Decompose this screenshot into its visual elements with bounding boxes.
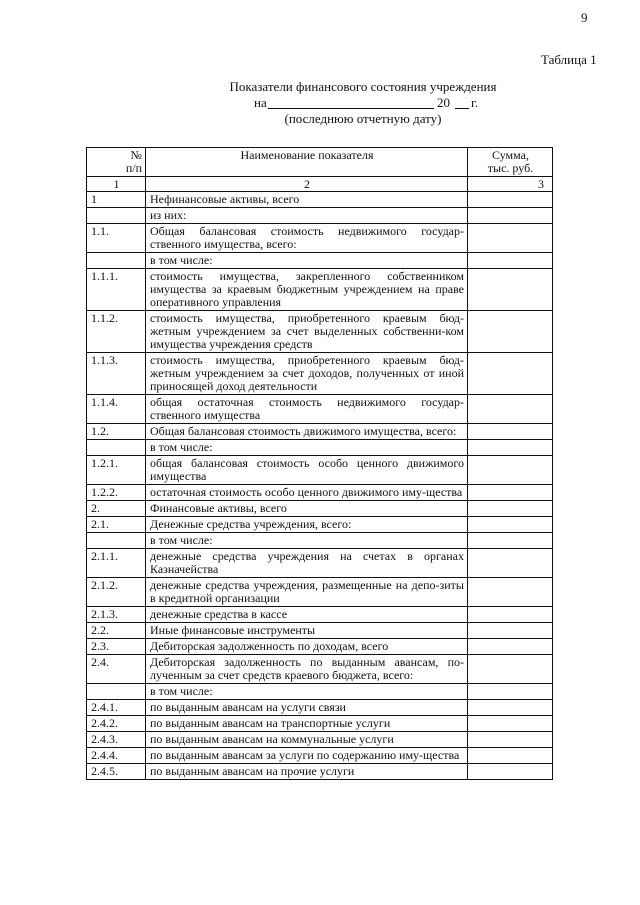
row-sum-value bbox=[468, 353, 553, 395]
row-sum-value bbox=[468, 639, 553, 655]
row-sum-value bbox=[468, 533, 553, 549]
header-number-line2: п/п bbox=[125, 161, 142, 175]
table-row bbox=[87, 684, 553, 700]
row-indicator-name: Дебиторская задолженность по доходам, всего bbox=[146, 639, 468, 655]
year-blank-field bbox=[455, 108, 469, 109]
row-indicator-name: в том числе: bbox=[146, 440, 468, 456]
date-prefix: на bbox=[254, 95, 267, 110]
table-row bbox=[87, 501, 553, 517]
financial-indicators-table bbox=[86, 147, 553, 780]
row-indicator-name: стоимость имущества, закрепленного собственником имущества за краевым бюджетным учреждением на праве оперативного управления bbox=[146, 269, 468, 311]
column-number-3: 3 bbox=[468, 177, 553, 192]
row-indicator-name: стоимость имущества, приобретенного краевым бюд-жетным учреждением за счет доходов, полученных от иной приносящей доход деятельности bbox=[146, 353, 468, 395]
table-row bbox=[87, 623, 553, 639]
row-indicator-name: по выданным авансам на транспортные услуги bbox=[146, 716, 468, 732]
row-number: 2.1.3. bbox=[87, 607, 146, 623]
table-row bbox=[87, 208, 553, 224]
table-body bbox=[87, 192, 553, 780]
row-sum-value bbox=[468, 578, 553, 607]
header-sum-line2: тыс. руб. bbox=[487, 161, 534, 175]
table-row bbox=[87, 655, 553, 684]
row-sum-value bbox=[468, 440, 553, 456]
table-row bbox=[87, 748, 553, 764]
table-row bbox=[87, 485, 553, 501]
row-sum-value bbox=[468, 716, 553, 732]
row-sum-value bbox=[468, 192, 553, 208]
row-sum-value bbox=[468, 607, 553, 623]
row-indicator-name: остаточная стоимость особо ценного движимого иму-щества bbox=[146, 485, 468, 501]
row-indicator-name: по выданным авансам на услуги связи bbox=[146, 700, 468, 716]
row-sum-value bbox=[468, 655, 553, 684]
row-indicator-name: общая балансовая стоимость особо ценного движимого имущества bbox=[146, 456, 468, 485]
table-row bbox=[87, 353, 553, 395]
row-number: 1.2.1. bbox=[87, 456, 146, 485]
row-indicator-name: из них: bbox=[146, 208, 468, 224]
row-indicator-name: Общая балансовая стоимость недвижимого государ-ственного имущества, всего: bbox=[146, 224, 468, 253]
row-number: 2.3. bbox=[87, 639, 146, 655]
table-row bbox=[87, 395, 553, 424]
row-number: 1.1. bbox=[87, 224, 146, 253]
row-indicator-name: Общая балансовая стоимость движимого имущества, всего: bbox=[146, 424, 468, 440]
table-row bbox=[87, 440, 553, 456]
row-number: 1.1.2. bbox=[87, 311, 146, 353]
table-row bbox=[87, 517, 553, 533]
table-row bbox=[87, 716, 553, 732]
row-sum-value bbox=[468, 549, 553, 578]
column-number-1: 1 bbox=[87, 177, 146, 192]
row-number: 2.4.2. bbox=[87, 716, 146, 732]
table-row bbox=[87, 549, 553, 578]
row-sum-value bbox=[468, 517, 553, 533]
row-indicator-name: общая остаточная стоимость недвижимого государ-ственного имущества bbox=[146, 395, 468, 424]
header-number bbox=[87, 148, 146, 177]
row-indicator-name: Финансовые активы, всего bbox=[146, 501, 468, 517]
row-number bbox=[87, 684, 146, 700]
table-row bbox=[87, 192, 553, 208]
table-row bbox=[87, 224, 553, 253]
row-number: 1 bbox=[87, 192, 146, 208]
row-number: 1.2.2. bbox=[87, 485, 146, 501]
row-indicator-name: по выданным авансам на прочие услуги bbox=[146, 764, 468, 780]
row-indicator-name: в том числе: bbox=[146, 253, 468, 269]
row-sum-value bbox=[468, 311, 553, 353]
row-sum-value bbox=[468, 764, 553, 780]
table-row bbox=[87, 533, 553, 549]
row-indicator-name: Иные финансовые инструменты bbox=[146, 623, 468, 639]
row-indicator-name: Денежные средства учреждения, всего: bbox=[146, 517, 468, 533]
table-row bbox=[87, 456, 553, 485]
table-row bbox=[87, 607, 553, 623]
title-block bbox=[0, 79, 640, 126]
table-row bbox=[87, 700, 553, 716]
row-indicator-name: денежные средства в кассе bbox=[146, 607, 468, 623]
row-indicator-name: денежные средства учреждения, размещенные на депо-зиты в кредитной организации bbox=[146, 578, 468, 607]
table-row bbox=[87, 578, 553, 607]
row-sum-value bbox=[468, 253, 553, 269]
row-indicator-name: Дебиторская задолженность по выданным авансам, по-лученным за счет средств краевого бюджета, всего: bbox=[146, 655, 468, 684]
row-number bbox=[87, 533, 146, 549]
row-sum-value bbox=[468, 269, 553, 311]
row-indicator-name: Нефинансовые активы, всего bbox=[146, 192, 468, 208]
row-number: 2.2. bbox=[87, 623, 146, 639]
row-number: 2.1.1. bbox=[87, 549, 146, 578]
header-sum-line1: Сумма, bbox=[492, 148, 529, 162]
row-sum-value bbox=[468, 501, 553, 517]
table-row bbox=[87, 311, 553, 353]
header-sum bbox=[468, 148, 553, 177]
table-row bbox=[87, 764, 553, 780]
header-indicator-name: Наименование показателя bbox=[146, 148, 468, 177]
header-number-line1: № bbox=[130, 148, 142, 162]
row-indicator-name: по выданным авансам на коммунальные услуги bbox=[146, 732, 468, 748]
row-number: 1.1.4. bbox=[87, 395, 146, 424]
table-row bbox=[87, 269, 553, 311]
table-label: Таблица 1 bbox=[541, 52, 597, 67]
row-sum-value bbox=[468, 732, 553, 748]
row-sum-value bbox=[468, 208, 553, 224]
row-number: 2.1.2. bbox=[87, 578, 146, 607]
date-subtitle: (последнюю отчетную дату) bbox=[284, 111, 442, 126]
row-sum-value bbox=[468, 700, 553, 716]
row-sum-value bbox=[468, 748, 553, 764]
row-sum-value bbox=[468, 623, 553, 639]
row-number: 2.4.4. bbox=[87, 748, 146, 764]
row-sum-value bbox=[468, 684, 553, 700]
row-number: 2.4.5. bbox=[87, 764, 146, 780]
row-indicator-name: в том числе: bbox=[146, 533, 468, 549]
table-row bbox=[87, 253, 553, 269]
row-number: 1.1.1. bbox=[87, 269, 146, 311]
year-suffix: г. bbox=[471, 95, 479, 110]
row-number: 2.4.3. bbox=[87, 732, 146, 748]
row-sum-value bbox=[468, 424, 553, 440]
table-row bbox=[87, 639, 553, 655]
page-number: 9 bbox=[581, 10, 588, 25]
date-blank-field bbox=[268, 108, 434, 109]
table-row bbox=[87, 732, 553, 748]
document-title: Показатели финансового состояния учреждения bbox=[229, 79, 497, 94]
header-row bbox=[87, 148, 553, 177]
table-row bbox=[87, 424, 553, 440]
row-number: 1.1.3. bbox=[87, 353, 146, 395]
column-number-row bbox=[87, 177, 553, 192]
row-sum-value bbox=[468, 485, 553, 501]
year-prefix: 20 bbox=[437, 95, 450, 110]
row-number: 2.1. bbox=[87, 517, 146, 533]
row-sum-value bbox=[468, 395, 553, 424]
row-indicator-name: стоимость имущества, приобретенного краевым бюд-жетным учреждением за счет выделенных собственни-ком имущества учреждения средств bbox=[146, 311, 468, 353]
row-number bbox=[87, 208, 146, 224]
row-sum-value bbox=[468, 456, 553, 485]
row-number bbox=[87, 253, 146, 269]
row-number: 2. bbox=[87, 501, 146, 517]
row-number: 2.4. bbox=[87, 655, 146, 684]
row-number: 2.4.1. bbox=[87, 700, 146, 716]
row-indicator-name: по выданным авансам за услуги по содержанию иму-щества bbox=[146, 748, 468, 764]
row-indicator-name: в том числе: bbox=[146, 684, 468, 700]
row-sum-value bbox=[468, 224, 553, 253]
column-number-2: 2 bbox=[146, 177, 468, 192]
row-number bbox=[87, 440, 146, 456]
row-number: 1.2. bbox=[87, 424, 146, 440]
row-indicator-name: денежные средства учреждения на счетах в органах Казначейства bbox=[146, 549, 468, 578]
